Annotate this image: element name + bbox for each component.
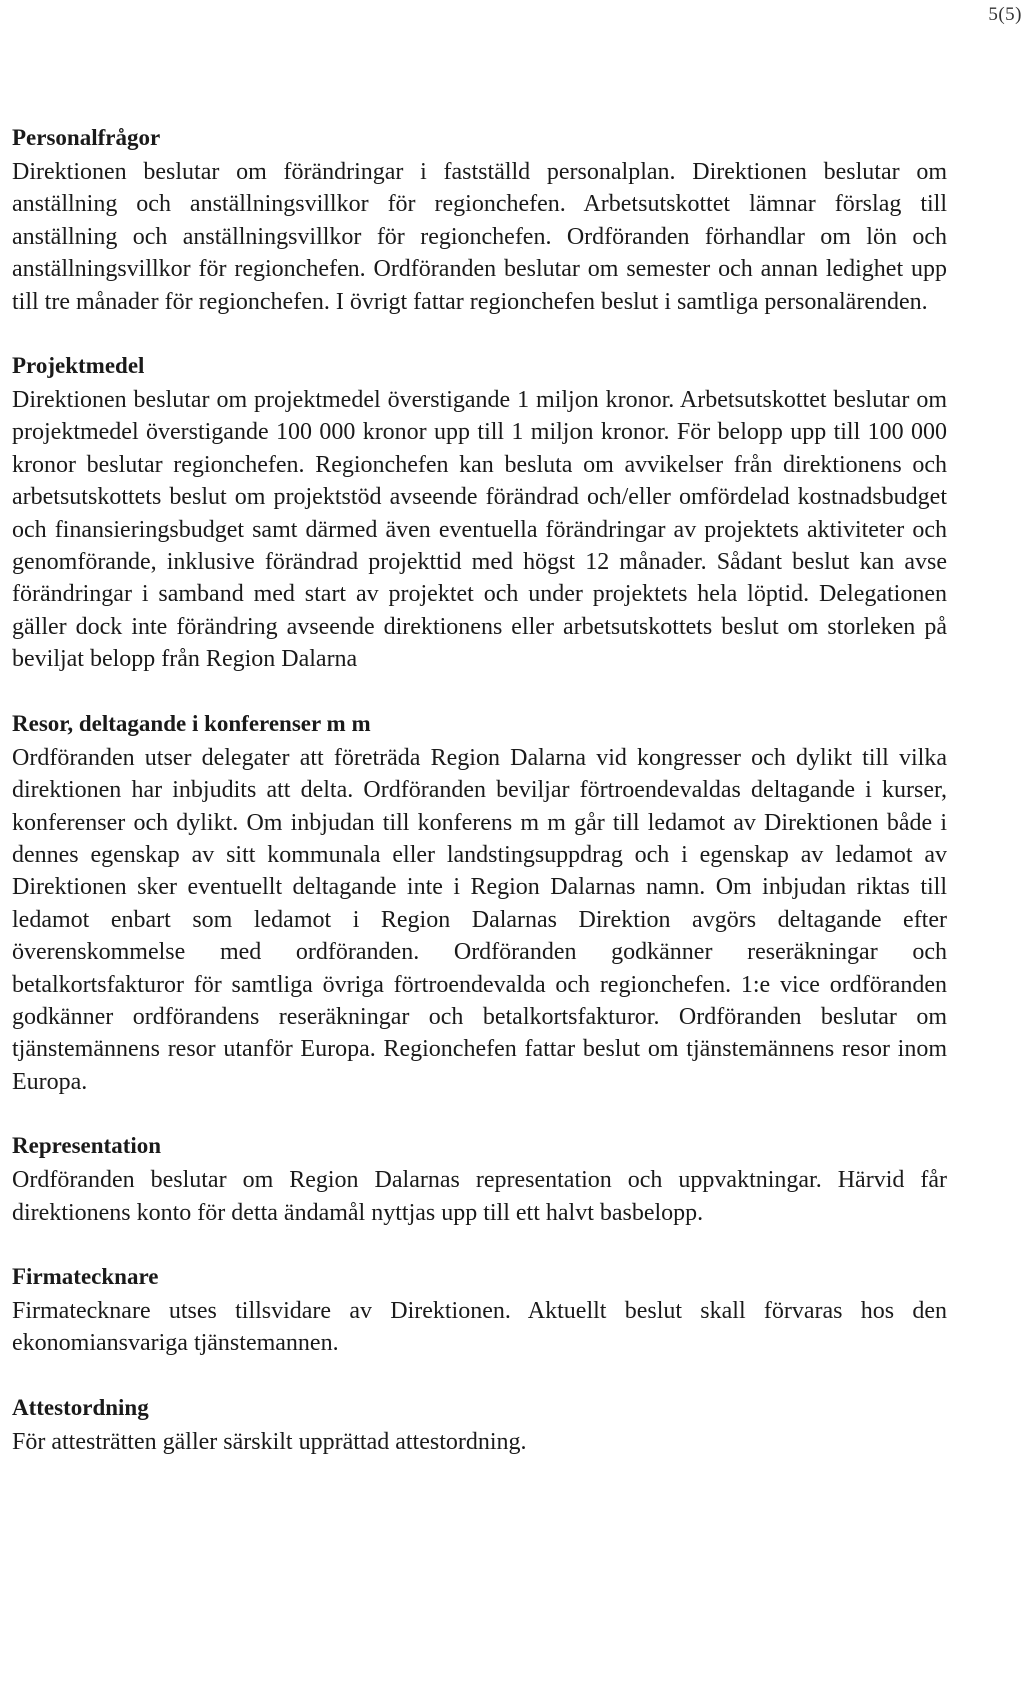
section-paragraph: Firmatecknare utses tillsvidare av Direktionen. Aktuellt beslut skall förvaras hos den ekonomiansvariga tjänstemannen. [12,1297,947,1357]
page-number: 5(5) [988,4,1022,25]
section-attestordning [12,1392,947,1458]
section-heading: Representation [12,1133,162,1159]
section-representation [12,1130,947,1229]
section-paragraph: Ordföranden utser delegater att företräda Region Dalarna vid kongresser och dylikt till vilka direktionen har inbjudits att delta. Ordföranden beviljar förtroendevaldas deltagande i kurser, konferenser och dylikt. Om inbjudan till konferens m m går till ledamot av Direktionen både i dennes egenskap av sitt kommunala eller landstingsuppdrag och i egenskap av ledamot av Direktionen sker eventuellt deltagande inte i Region Dalarnas namn. Om inbjudan riktas till ledamot enbart som ledamot i Region Dalarnas Direktion avgörs deltagande efter överenskommelse med ordföranden. Ordföranden godkänner reseräkningar och betalkortsfakturor för samtliga övriga förtroendevalda och regionchefen. 1:e vice ordföranden godkänner ordförandens reseräkningar och betalkortsfakturor. Ordföranden beslutar om tjänstemännens resor utanför Europa. Regionchefen fattar beslut om tjänstemännens resor inom Europa. [12,744,947,1095]
section-heading: Projektmedel [12,353,145,379]
section-paragraph: Direktionen beslutar om förändringar i fastställd personalplan. Direktionen beslutar om anställning och anställningsvillkor för regionchefen. Arbetsutskottet lämnar förslag till anställning och anställningsvillkor för regionchefen. Ordföranden förhandlar om lön och anställningsvillkor för regionchefen. Ordföranden beslutar om semester och annan ledighet upp till tre månader för regionchefen. I övrigt fattar regionchefen beslut i samtliga personalärenden. [12,159,947,315]
section-paragraph: Ordföranden beslutar om Region Dalarnas representation och uppvaktningar. Härvid får direktionens konto för detta ändamål nyttjas upp till ett halvt basbelopp. [12,1167,947,1226]
section-personalfragor [12,122,947,318]
section-heading: Personalfrågor [12,125,161,150]
section-heading: Resor, deltagande i konferenser m m [12,710,371,736]
section-heading: Attestordning [12,1394,149,1420]
section-projektmedel [12,350,947,676]
section-heading: Firmatecknare [12,1263,159,1289]
section-resor [12,708,947,1098]
section-paragraph: För attesträtten gäller särskilt upprättad attestordning. [12,1428,527,1455]
section-firmatecknare [12,1261,947,1360]
section-paragraph: Direktionen beslutar om projektmedel överstigande 1 miljon kronor. Arbetsutskottet beslutar om projektmedel överstigande 100 000 kronor upp till 1 miljon kronor. För belopp upp till 100 000 kronor beslutar regionchefen. Regionchefen kan besluta om avvikelser från direktionens och arbetsutskottets beslut om projektstöd avseende förändrad och/eller omfördelad kostnadsbudget och finansieringsbudget samt därmed även eventuella förändringar av projektets aktiviteter och genomförande, inklusive förändrad projekttid med högst 12 månader. Sådant beslut kan avse förändringar i samband med start av projektet och under projektets hela löptid. Delegationen gäller dock inte förändring avseende direktionens eller arbetsutskottets beslut om storleken på beviljat belopp från Region Dalarna [12,387,947,673]
document-body [12,122,947,1458]
